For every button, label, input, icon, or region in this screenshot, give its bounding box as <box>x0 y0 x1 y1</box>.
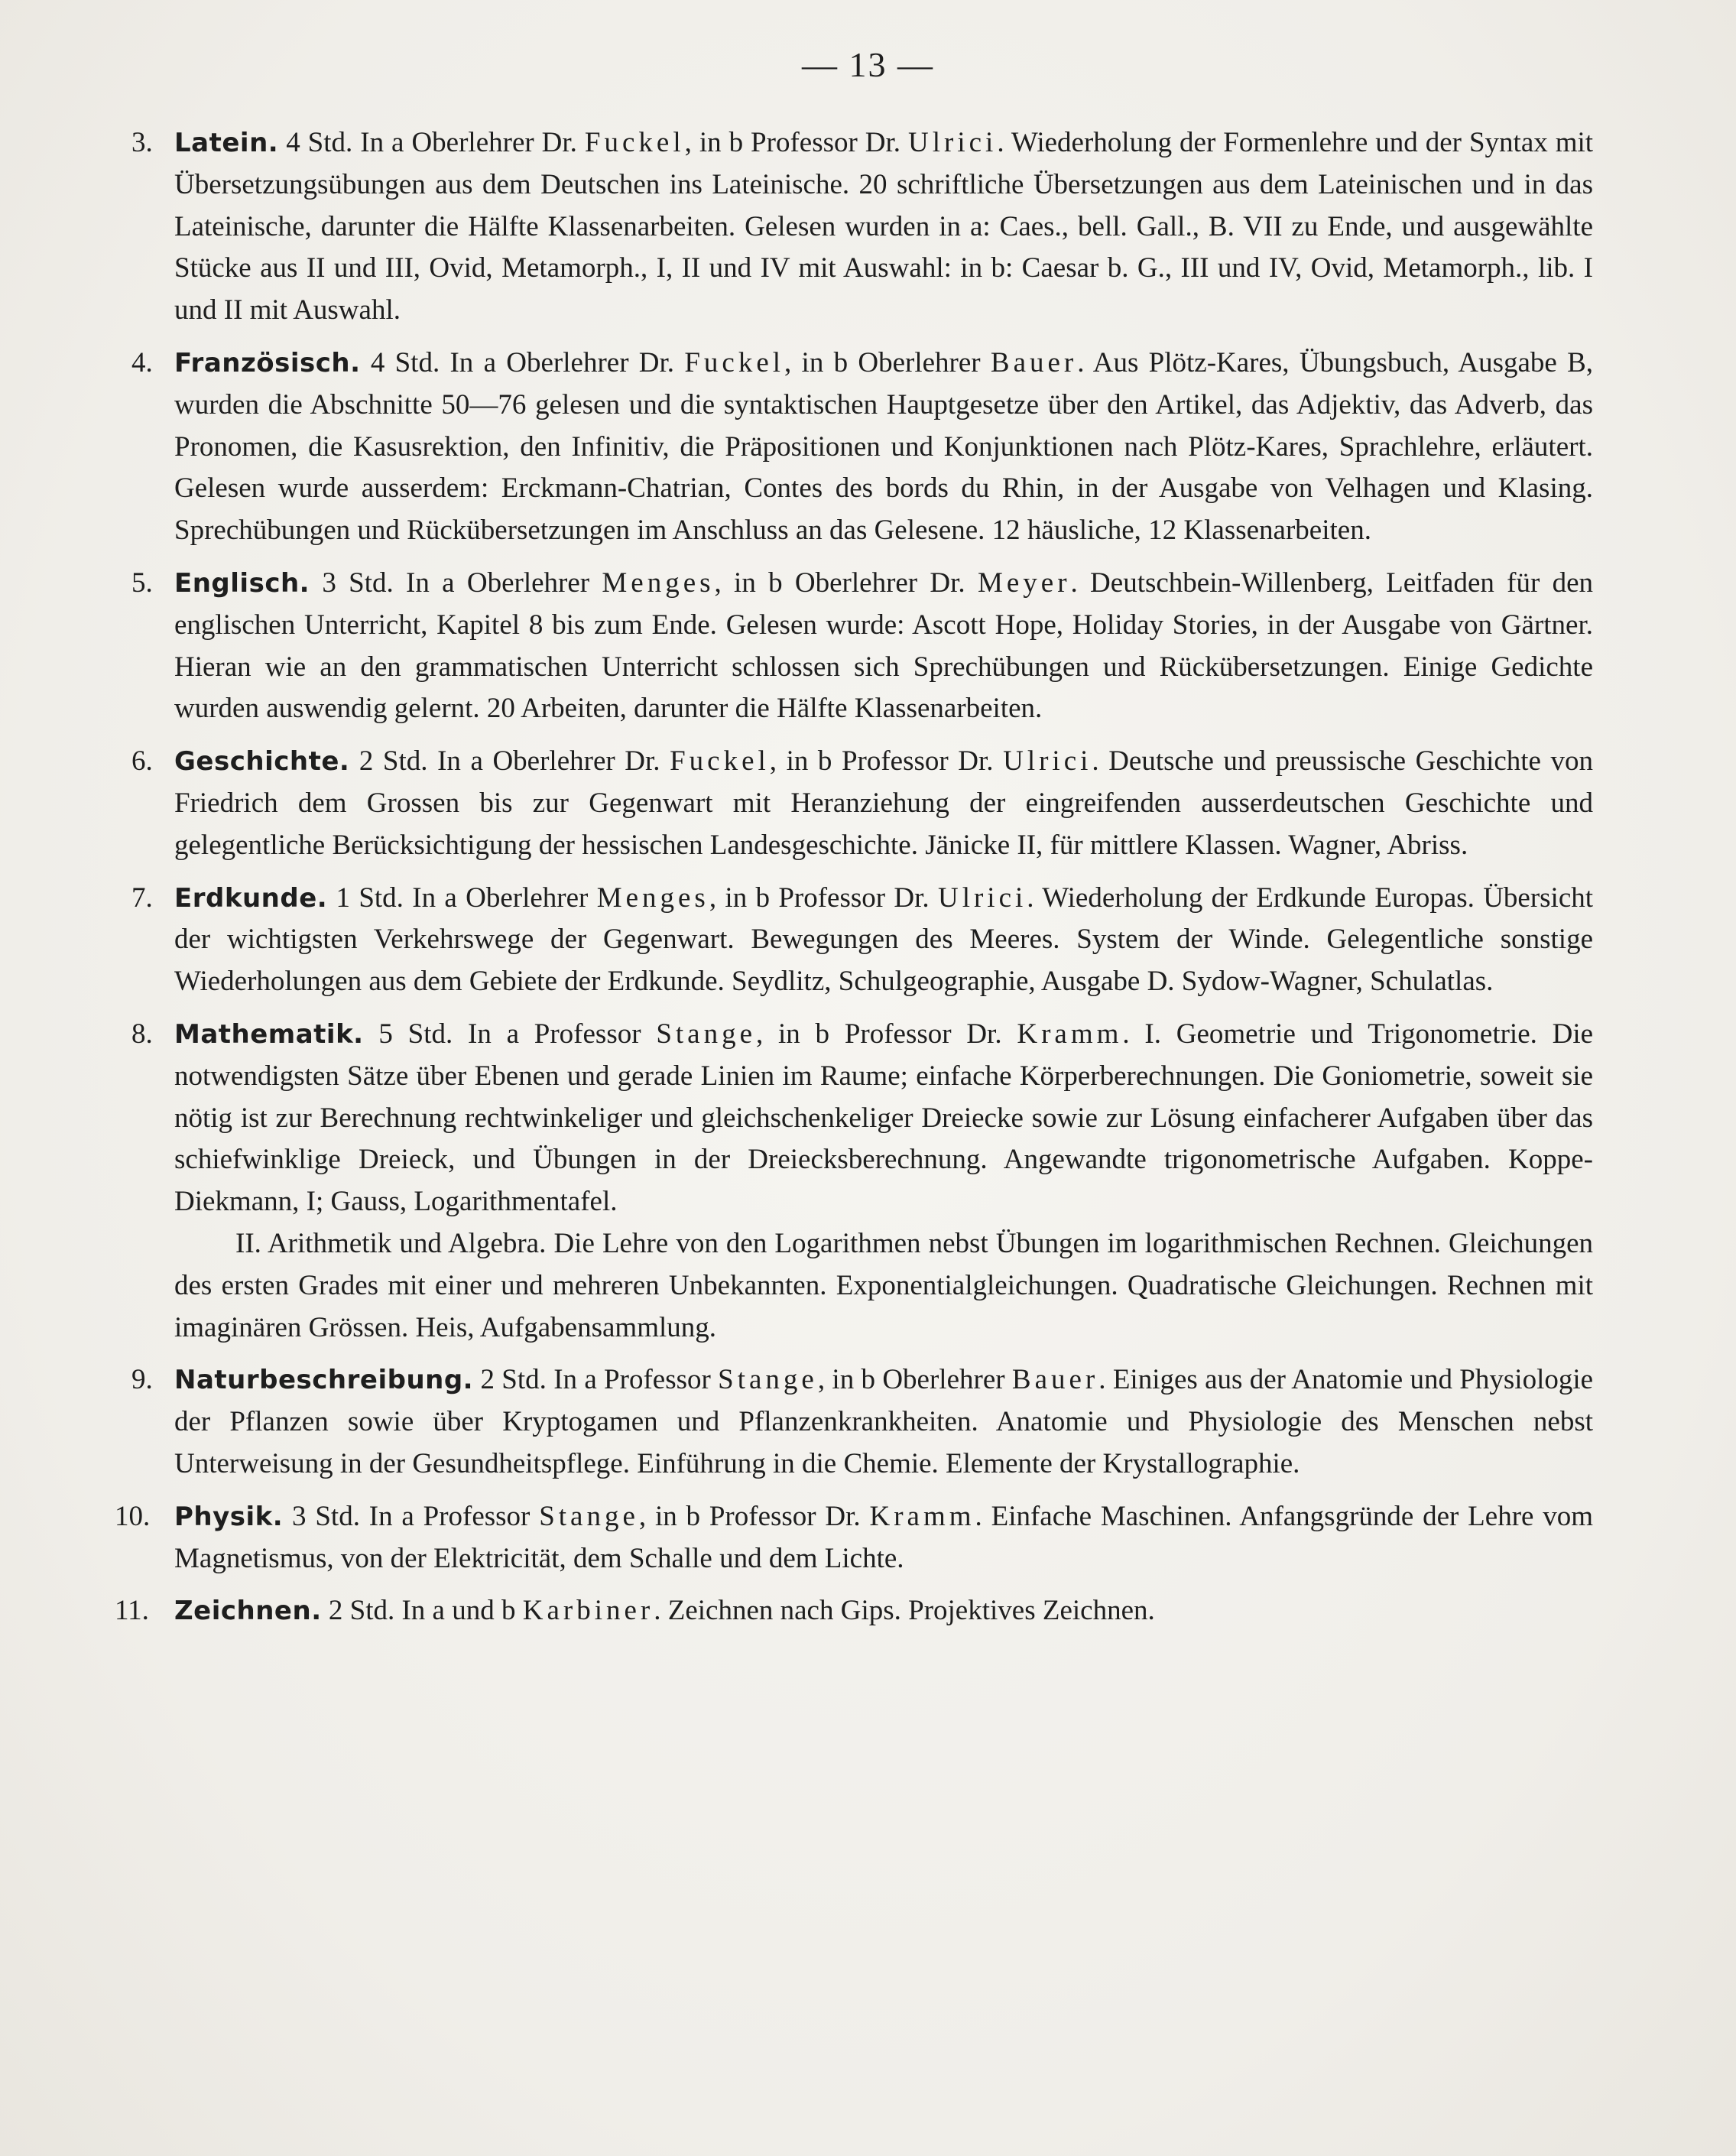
class-a-text: In a Oberlehrer Dr. <box>449 346 675 378</box>
section-number: 4. <box>131 346 153 378</box>
teacher-b: Kramm <box>1017 1018 1123 1050</box>
hours: 2 Std. <box>480 1364 547 1396</box>
class-a-text: In a Professor <box>468 1018 641 1050</box>
curriculum-list <box>115 122 1594 1643</box>
section-latein <box>131 122 1593 332</box>
section-body: . Einiges aus der Anatomie und Physiologie der Pflanzen sowie über Kryptogamen und Pflanzenkrankheiten. Anatomie und Physiologie des Menschen nebst Unterweisung in der Gesundheitspflege. Einführung in die Chemie. Elemente der Krystallographie. <box>174 1364 1594 1479</box>
subject-title: Französisch. <box>174 347 361 378</box>
section-body: . Deutsche und preussische Geschichte von Friedrich dem Grossen bis zur Gegenwart mit Heranziehung der eingreifenden ausserdeutschen Geschichte und gelegentliche Berücksichtigung der hessischen Landesgeschichte. Jänicke II, für mittlere Klassen. Wagner, Abriss. <box>174 745 1594 861</box>
subject-title: Mathematik. <box>174 1018 364 1050</box>
page-number: — 13 — <box>802 45 934 84</box>
teacher-b: Ulrici <box>908 127 998 158</box>
subject-title: Zeichnen. <box>174 1596 322 1627</box>
section-body: . Deutschbein-Willenberg, Leitfaden für den englischen Unterricht, Kapitel 8 bis zum Ende. Gelesen wurde: Ascott Hope, Holiday Stories, in der Ausgabe von Gärtner. Hieran wie an den grammatischen Unterricht schlossen sich Sprechübungen und Rückübersetzungen. Einige Gedichte wurden auswendig gelernt. 20 Arbeiten, darunter die Hälfte Klassenarbeiten. <box>174 567 1594 725</box>
section-body-continued: II. Arithmetik und Algebra. Die Lehre von den Logarithmen nebst Übungen im logarithmischen Rechnen. Gleichungen des ersten Grades mit einer und mehreren Unbekannten. Exponentialgleichungen. Quadratische Gleichungen. Rechnen mit imaginären Grössen. Heis, Aufgabensammlung. <box>174 1227 1593 1343</box>
class-b-text: , in b Professor Dr. <box>756 1018 1002 1050</box>
section-number: 5. <box>131 567 153 599</box>
teacher-b: Ulrici <box>1003 745 1092 778</box>
hours: 4 Std. <box>286 127 353 158</box>
class-b-text: , in b Professor Dr. <box>769 745 994 778</box>
class-b-text: , in b Oberlehrer Dr. <box>714 567 965 599</box>
teacher-b: Ulrici <box>937 882 1027 914</box>
section-zeichnen <box>115 1590 1593 1632</box>
teacher-a: Stange <box>656 1018 757 1050</box>
class-b-text: , in b Professor Dr. <box>638 1500 861 1532</box>
class-b-text: , in b Professor Dr. <box>709 882 930 914</box>
section-englisch <box>131 563 1593 730</box>
class-a-text: In a Professor <box>368 1500 531 1532</box>
class-a-text: In a Professor <box>553 1364 711 1396</box>
class-a-text: In a Oberlehrer <box>412 882 589 914</box>
teacher-a: Fuckel <box>684 346 785 378</box>
hours: 2 Std. <box>328 1595 395 1627</box>
subject-title: Geschichte. <box>174 746 350 778</box>
section-franzoesisch <box>131 343 1593 552</box>
teacher-b: Bauer <box>990 346 1078 378</box>
section-naturbeschreibung <box>131 1359 1593 1485</box>
section-mathematik <box>131 1014 1593 1349</box>
hours: 4 Std. <box>370 346 440 378</box>
section-body: . Wiederholung der Formenlehre und der Syntax mit Übersetzungsübungen aus dem Deutschen ins Lateinische. 20 schriftliche Übersetzungen aus dem Lateinischen und in das Lateinische, darunter die Hälfte Klassenarbeiten. Gelesen wurden in a: Caes., bell. Gall., B. VII zu Ende, und ausgewählte Stücke aus II und III, Ovid, Metamorph., I, II und IV mit Auswahl: in b: Caesar b. G., III und IV, Ovid, Metamorph., lib. I und II mit Auswahl. <box>174 127 1594 326</box>
section-number: 8. <box>131 1018 153 1050</box>
class-a-text: In a Oberlehrer <box>406 567 590 599</box>
hours: 3 Std. <box>292 1500 360 1532</box>
section-geschichte <box>131 741 1593 866</box>
section-body: . Einfache Maschinen. Anfangsgründe der Lehre vom Magnetismus, von der Elektricität, dem Schalle und dem Lichte. <box>174 1500 1594 1574</box>
teacher-b: Meyer <box>977 567 1071 599</box>
class-b-text: , in b Oberlehrer <box>784 346 981 378</box>
section-number: 11. <box>115 1595 149 1627</box>
teacher-a: Karbiner <box>522 1595 654 1627</box>
teacher-a: Fuckel <box>670 745 770 778</box>
hours: 5 Std. <box>378 1018 453 1050</box>
section-body: . I. Geometrie und Trigonometrie. Die notwendigsten Sätze über Ebenen und gerade Linien im Raume; einfache Körperberechnungen. Die Goniometrie, soweit sie nötig ist zur Berechnung rechtwinkeliger und gleichschenkeliger Dreiecke sowie zur Lösung einfacherer Aufgaben über das schiefwinklige Dreieck, und Übungen in der Dreiecksberechnung. Angewandte trigonometrische Aufgaben. Koppe-Diekmann, I; Gauss, Logarithmentafel. <box>174 1018 1594 1218</box>
section-number: 7. <box>131 882 153 914</box>
teacher-a: Menges <box>602 567 715 599</box>
teacher-a: Stange <box>718 1364 818 1396</box>
class-b-text: , in b Professor Dr. <box>684 127 901 158</box>
hours: 2 Std. <box>359 745 428 778</box>
section-number: 10. <box>115 1500 151 1532</box>
section-number: 6. <box>131 745 153 778</box>
section-physik <box>115 1496 1594 1580</box>
hours: 1 Std. <box>336 882 404 914</box>
subject-title: Latein. <box>174 128 279 158</box>
class-a-text: In a Oberlehrer Dr. <box>360 127 577 158</box>
teacher-a: Menges <box>596 882 709 914</box>
teacher-a: Stange <box>539 1500 639 1532</box>
class-a-text: In a und b <box>401 1595 516 1627</box>
section-body: . Wiederholung der Erdkunde Europas. Übersicht der wichtigsten Verkehrswege der Gegenwart. Bewegungen des Meeres. System der Winde. Gelegentliche sonstige Wiederholungen aus dem Gebiete der Erdkunde. Seydlitz, Schulgeographie, Ausgabe D. Sydow-Wagner, Schulatlas. <box>174 882 1594 998</box>
teacher-b: Kramm <box>869 1500 975 1532</box>
subject-title: Englisch. <box>174 567 310 599</box>
class-a-text: In a Oberlehrer Dr. <box>437 745 660 778</box>
section-body: . Aus Plötz-Kares, Übungsbuch, Ausgabe B, wurden die Abschnitte 50—76 gelesen und die syntaktischen Hauptgesetze über den Artikel, das Adjektiv, das Adverb, das Pronomen, die Kasusrektion, den Infinitiv, die Präpositionen und Konjunktionen nach Plötz-Kares, Sprachlehre, erläutert. Gelesen wurde ausserdem: Erckmann-Chatrian, Contes des bords du Rhin, in der Ausgabe von Velhagen und Klasing. Sprechübungen und Rückübersetzungen im Anschluss an das Gelesene. 12 häusliche, 12 Klassenarbeiten. <box>174 346 1594 547</box>
hours: 3 Std. <box>322 567 394 599</box>
class-b-text: , in b Oberlehrer <box>817 1364 1005 1396</box>
subject-title: Erdkunde. <box>174 882 328 914</box>
section-erdkunde <box>131 878 1593 1003</box>
section-body: . Zeichnen nach Gips. Projektives Zeichnen. <box>654 1595 1155 1627</box>
subject-title: Naturbeschreibung. <box>174 1365 474 1396</box>
subject-title: Physik. <box>174 1501 284 1532</box>
section-number: 9. <box>131 1364 153 1396</box>
teacher-b: Bauer <box>1011 1364 1099 1396</box>
section-number: 3. <box>131 127 153 158</box>
teacher-a: Fuckel <box>584 127 685 158</box>
